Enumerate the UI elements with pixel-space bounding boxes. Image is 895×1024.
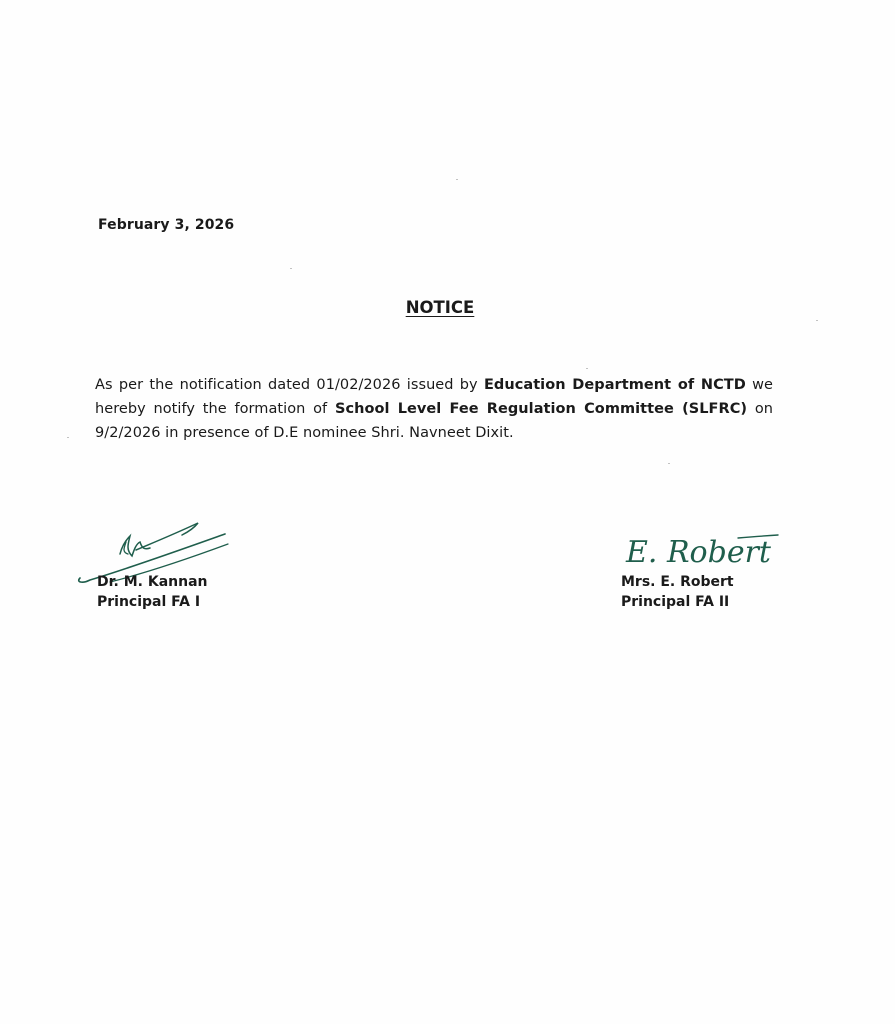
body-text-segment: we hereby notify the formation of [95,377,773,417]
signature-right-graphic [620,526,790,576]
scan-speck [456,179,458,180]
notice-body [95,373,773,445]
scan-speck [586,368,588,369]
signatory-left [97,572,208,612]
scan-speck [67,437,69,438]
signatory-name: Mrs. E. Robert [621,574,734,590]
scan-speck [290,268,292,269]
scan-speck [668,463,670,464]
signatory-right [621,572,734,612]
signatory-designation: Principal FA II [621,594,730,610]
body-bold-segment: School Level Fee Regulation Committee (SLFRC) [334,401,748,417]
signatory-designation: Principal FA I [97,594,201,610]
signatory-name: Dr. M. Kannan [97,574,208,590]
body-text-segment: on 9/2/2026 in presence of D.E nominee Shri. Navneet Dixit. [95,401,773,441]
body-text-segment: As per the notification dated 01/02/2026 issued by [95,377,484,393]
signature-right-text: E. Robert [626,535,771,570]
body-bold-segment: Education Department of NCTD [483,377,746,393]
notice-date: February 3, 2026 [98,217,235,233]
notice-title: NOTICE [405,298,475,317]
scan-speck [816,320,818,321]
